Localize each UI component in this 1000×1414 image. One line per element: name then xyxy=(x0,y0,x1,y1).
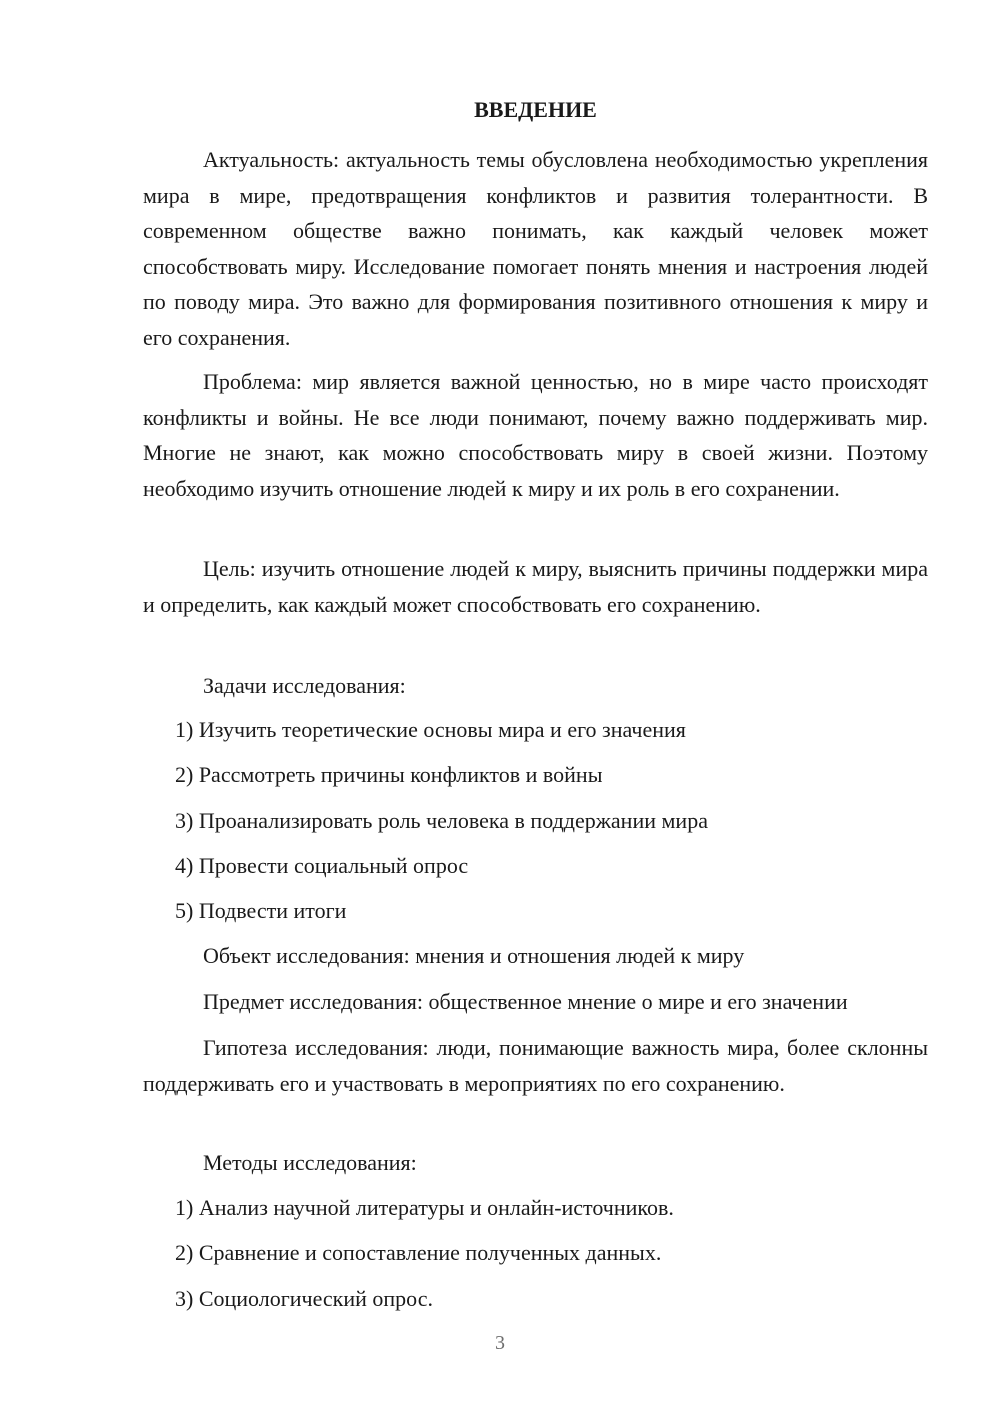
task-item: 3) Проанализировать роль человека в поддержании мира xyxy=(175,808,708,833)
goal-paragraph: Цель: изучить отношение людей к миру, выяснить причины поддержки мира и определить, как каждый может способствовать его сохранению. xyxy=(143,556,928,617)
method-item: 1) Анализ научной литературы и онлайн-источников. xyxy=(175,1195,674,1220)
tasks-title: Задачи исследования: xyxy=(203,673,406,698)
problem-paragraph: Проблема: мир является важной ценностью, но в мире часто происходят конфликты и войны. Не все люди понимают, почему важно поддерживать мир. Многие не знают, как можно способствовать миру в своей жизни. Поэтому необходимо изучить отношение людей к миру и их роль в его сохранении. xyxy=(143,369,928,501)
section-heading: ВВЕДЕНИЕ xyxy=(474,97,597,122)
task-item: 1) Изучить теоретические основы мира и его значения xyxy=(175,717,686,742)
relevance-paragraph: Актуальность: актуальность темы обусловлена необходимостью укрепления мира в мире, предотвращения конфликтов и развития толерантности. В современном обществе важно понимать, как каждый человек может способствовать миру. Исследование помогает понять мнения и настроения людей по поводу мира. Это важно для формирования позитивного отношения к миру и его сохранения. xyxy=(143,147,928,350)
task-item: 2) Рассмотреть причины конфликтов и войны xyxy=(175,762,603,787)
hypothesis-paragraph: Гипотеза исследования: люди, понимающие важность мира, более склонны поддерживать его и участвовать в мероприятиях по его сохранению. xyxy=(143,1035,928,1096)
methods-title: Методы исследования: xyxy=(203,1150,417,1175)
research-object: Объект исследования: мнения и отношения людей к миру xyxy=(203,943,745,968)
method-item: 2) Сравнение и сопоставление полученных данных. xyxy=(175,1240,662,1265)
task-item: 5) Подвести итоги xyxy=(175,898,347,923)
page-number: 3 xyxy=(495,1332,505,1354)
method-item: 3) Социологический опрос. xyxy=(175,1286,433,1311)
task-item: 4) Провести социальный опрос xyxy=(175,853,469,878)
research-subject: Предмет исследования: общественное мнение о мире и его значении xyxy=(203,989,848,1014)
